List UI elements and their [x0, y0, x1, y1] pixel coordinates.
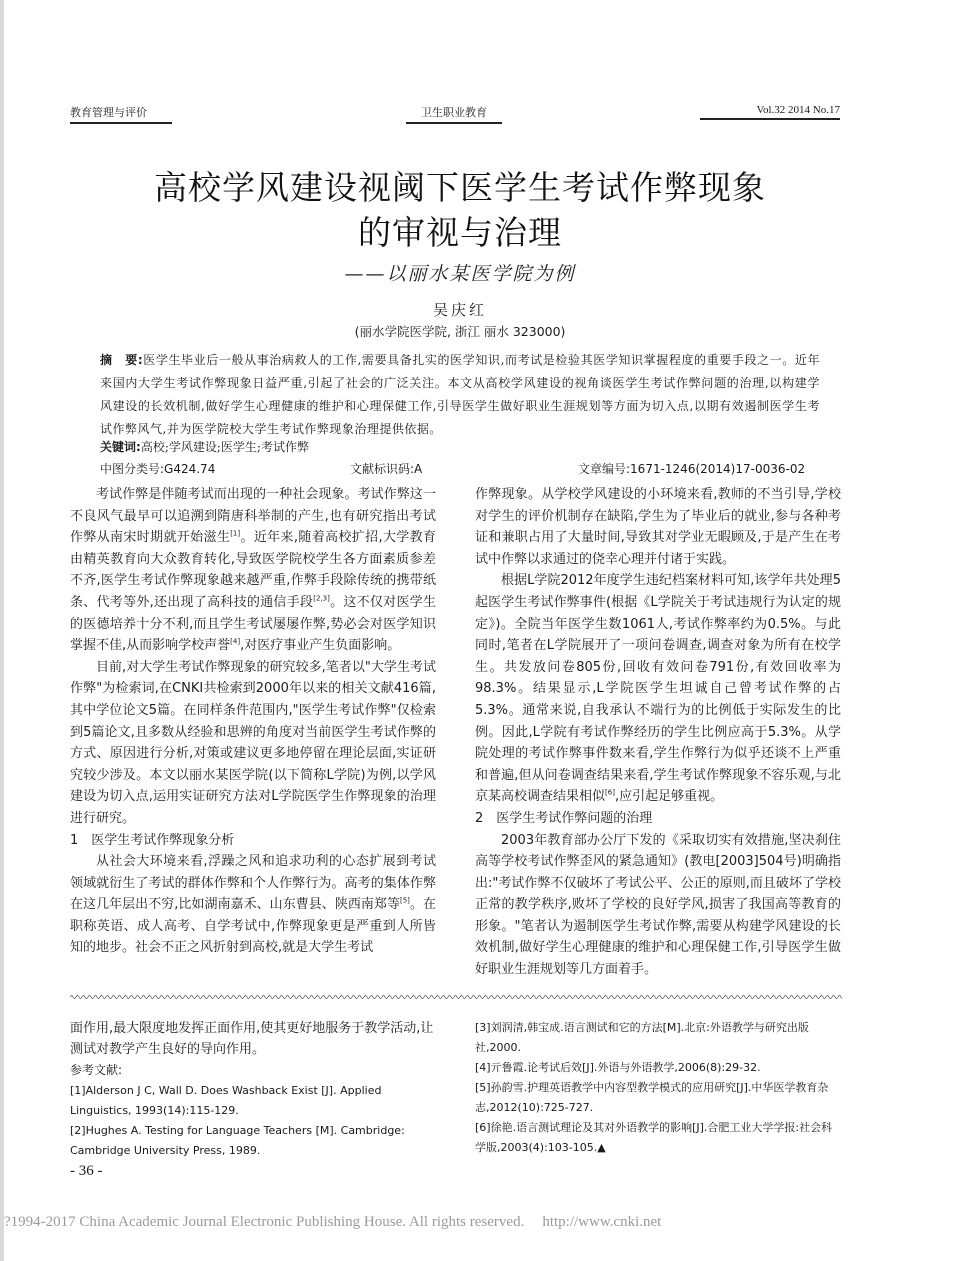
abstract-label: 摘 要:	[100, 353, 144, 367]
references-label: 参考文献:	[70, 1063, 123, 1077]
text-run: 根据L学院2012年度学生违纪档案材料可知,该学年共处理5起医学生考试作弊事件(根据《L学院关于考试违规行为认定的规定》)。全院当年医学生数1061人,考试作弊率约为0.5%。与此同时,笔者在L学院展开了一项问卷调查,调查对象为所有在校学生。共发放问卷805份,回收有效问卷791份,有效回收率为98.3%。结果显示,L学院医学生坦诚自己曾考试作弊的占5.3%。通常来说,自我承认不端行为的比例低于实际发生的比例。因此,L学院有考试作弊经历的学生比例应高于5.3%。从学院处理的考试作弊事件数来看,学生作弊行为似乎还谈不上严重和普遍,但从问卷调查结果来看,学生考试作弊现象不容乐观,与北京某高校调查结果相似	[475, 573, 841, 805]
journal-name: 卫生职业教育	[406, 104, 502, 124]
paragraph	[70, 851, 436, 959]
paragraph: 目前,对大学生考试作弊现象的研究较多,笔者以"大学生考试作弊"为检索词,在CNKI共检索到2000年以来的相关文献416篇,其中学位论文5篇。在同样条件范围内,"医学生考试作弊"仅检索到5篇论文,且多数从经验和思辨的角度对当前医学生考试作弊的方式、原因进行分析,对策或建议更多地停留在理论层面,实证研究较少涉及。本文以丽水某医学院(以下简称L学院)为例,以学风建设为切入点,运用实证研究方法对L学院医学生作弊现象的治理进行研究。	[70, 659, 436, 826]
paragraph: 2003年教育部办公厅下发的《采取切实有效措施,坚决刹住高等学校考试作弊歪风的紧急通知》(教电[2003]504号)明确指出:"考试作弊不仅破坏了考试公平、公正的原则,而且破坏了学校正常的教学秩序,败坏了学校的良好学风,损害了我国高等教育的形象。"笔者认为遏制医学生考试作弊,需要从构建学风建设的长效机制,做好学生心理健康的维护和心理保健工作,引导医学生做好职业生涯规划等几方面着手。	[475, 832, 841, 978]
abstract	[100, 349, 820, 441]
article-title-line2: 的审视与治理	[358, 213, 562, 252]
journal-section-label: 教育管理与评价	[70, 104, 172, 124]
keywords-text: 高校;学风建设;医学生;考试作弊	[140, 440, 309, 454]
cnki-footer	[4, 1214, 661, 1231]
reference-item: [3]刘润清,韩宝成.语言测试和它的方法[M].北京:外语教学与研究出版社,2000.	[475, 1021, 809, 1054]
prev-article-tail-left	[70, 1018, 436, 1161]
section-heading-1: 1 医学生考试作弊现象分析	[70, 832, 235, 848]
text-run: 从社会大环境来看,浮躁之风和追求功利的心态扩展到考试领域就衍生了考试的群体作弊和个人作弊行为。高考的集体作弊在这几年层出不穷,比如湖南嘉禾、山东曹县、陕西南郑等	[70, 854, 436, 913]
end-mark-icon: ▲	[597, 1141, 606, 1154]
keywords	[100, 438, 820, 455]
classification-number: 中图分类号:G424.74	[100, 462, 216, 476]
text-run: 。这不仅对医学生的医德培养十分不利,而且学生考试屡屡作弊,势必会对医学知识掌握不佳,从而影响学校声誉	[70, 594, 436, 654]
reference-item: [1]Alderson J C, Wall D. Does Washback Exist [J]. Applied Linguistics, 1993(14):115-129.	[70, 1084, 382, 1117]
citation: [4]	[230, 637, 241, 646]
page-number: - 36 -	[70, 1163, 103, 1179]
reference-item: [2]Hughes A. Testing for Language Teachers [M]. Cambridge: Cambridge University Press, 1989.	[70, 1124, 405, 1157]
keywords-label: 关键词:	[100, 440, 141, 454]
paragraph	[475, 570, 841, 808]
reference-item: [5]孙韵雪.护理英语教学中内容型教学模式的应用研究[J].中华医学教育杂志,2012(10):725-727.	[475, 1081, 829, 1114]
article-title-line1: 高校学风建设视阈下医学生考试作弊现象	[154, 168, 766, 207]
article-number: 文章编号:1671-1246(2014)17-0036-02	[578, 462, 806, 476]
document-code: 文献标识码:A	[350, 462, 423, 476]
reference-item	[475, 1118, 843, 1158]
copyright-text: ?1994-2017 China Academic Journal Electronic Publishing House. All rights reserved.	[4, 1214, 525, 1230]
continuation-text: 面作用,最大限度地发挥正面作用,使其更好地服务于教学活动,让测试对教学产生良好的导向作用。	[70, 1021, 434, 1057]
paragraph	[70, 484, 436, 657]
journal-volume: Vol.32 2014 No.17	[700, 104, 840, 120]
citation: [2,3]	[313, 594, 330, 603]
page-edge-shadow	[0, 0, 4, 1261]
citation: [1]	[230, 529, 241, 538]
prev-article-tail-right	[475, 1018, 843, 1158]
text-run: ,应引起足够重视。	[614, 789, 724, 805]
article-separator-wavy-line	[70, 992, 842, 1002]
text-run: 考试作弊是伴随考试而出现的一种社会现象。考试作弊这一不良风气最早可以追溯到隋唐科举制的产生,也有研究指出考试作弊从南宋时期就开始滋生	[70, 487, 436, 546]
text-run: ,对医疗事业产生负面影响。	[240, 638, 401, 654]
author-affiliation: (丽水学院医学院, 浙江 丽水 323000)	[354, 324, 566, 339]
text-run: [6]徐艳.语言测试理论及其对外语教学的影响[J].合肥工业大学学报:社会科学版,2003(4):103-105.	[475, 1121, 833, 1154]
body-column-right	[475, 484, 841, 981]
section-heading-2: 2 医学生考试作弊问题的治理	[475, 810, 653, 826]
text-run: 。近年来,随着高校扩招,大学教育由精英教育向大众教育转化,导致医学院校学生各方面素质参差不齐,医学生考试作弊现象越来越严重,作弊手段除传统的携带纸条、代考等外,还出现了高科技的通信手段	[70, 530, 436, 610]
citation: [6]	[605, 788, 615, 797]
paragraph: 作弊现象。从学校学风建设的小环境来看,教师的不当引导,学校对学生的评价机制存在缺陷,学生为了毕业后的就业,参与各种考证和兼职占用了大量时间,导致其对学业无暇顾及,于是产生在考试中作弊以求通过的侥幸心理并付诸于实践。	[475, 487, 841, 567]
text-run: 。在职称英语、成人高考、自学考试中,作弊现象更是严重到人所皆知的地步。社会不正之风折射到高校,就是大学生考试	[70, 897, 436, 956]
body-column-left	[70, 484, 436, 959]
abstract-text: 医学生毕业后一般从事治病救人的工作,需要具备扎实的医学知识,而考试是检验其医学知识掌握程度的重要手段之一。近年来国内大学生考试作弊现象日益严重,引起了社会的广泛关注。本文从高校学风建设的视角谈医学生考试作弊问题的治理,以构建学风建设的长效机制,做好学生心理健康的维护和心理保健工作,引导医学生做好职业生涯规划等方面为切入点,以期有效遏制医学生考试作弊风气,并为医学院校大学生考试作弊现象治理提供依据。	[100, 353, 820, 436]
footer-url-link[interactable]: http://www.cnki.net	[542, 1214, 662, 1230]
reference-item: [4]亓鲁霞.论考试后效[J].外语与外语教学,2006(8):29-32.	[475, 1061, 761, 1074]
article-subtitle: ——以丽水某医学院为例	[344, 263, 576, 285]
citation: [5]	[400, 896, 410, 905]
author-name: 吴庆红	[432, 301, 487, 319]
